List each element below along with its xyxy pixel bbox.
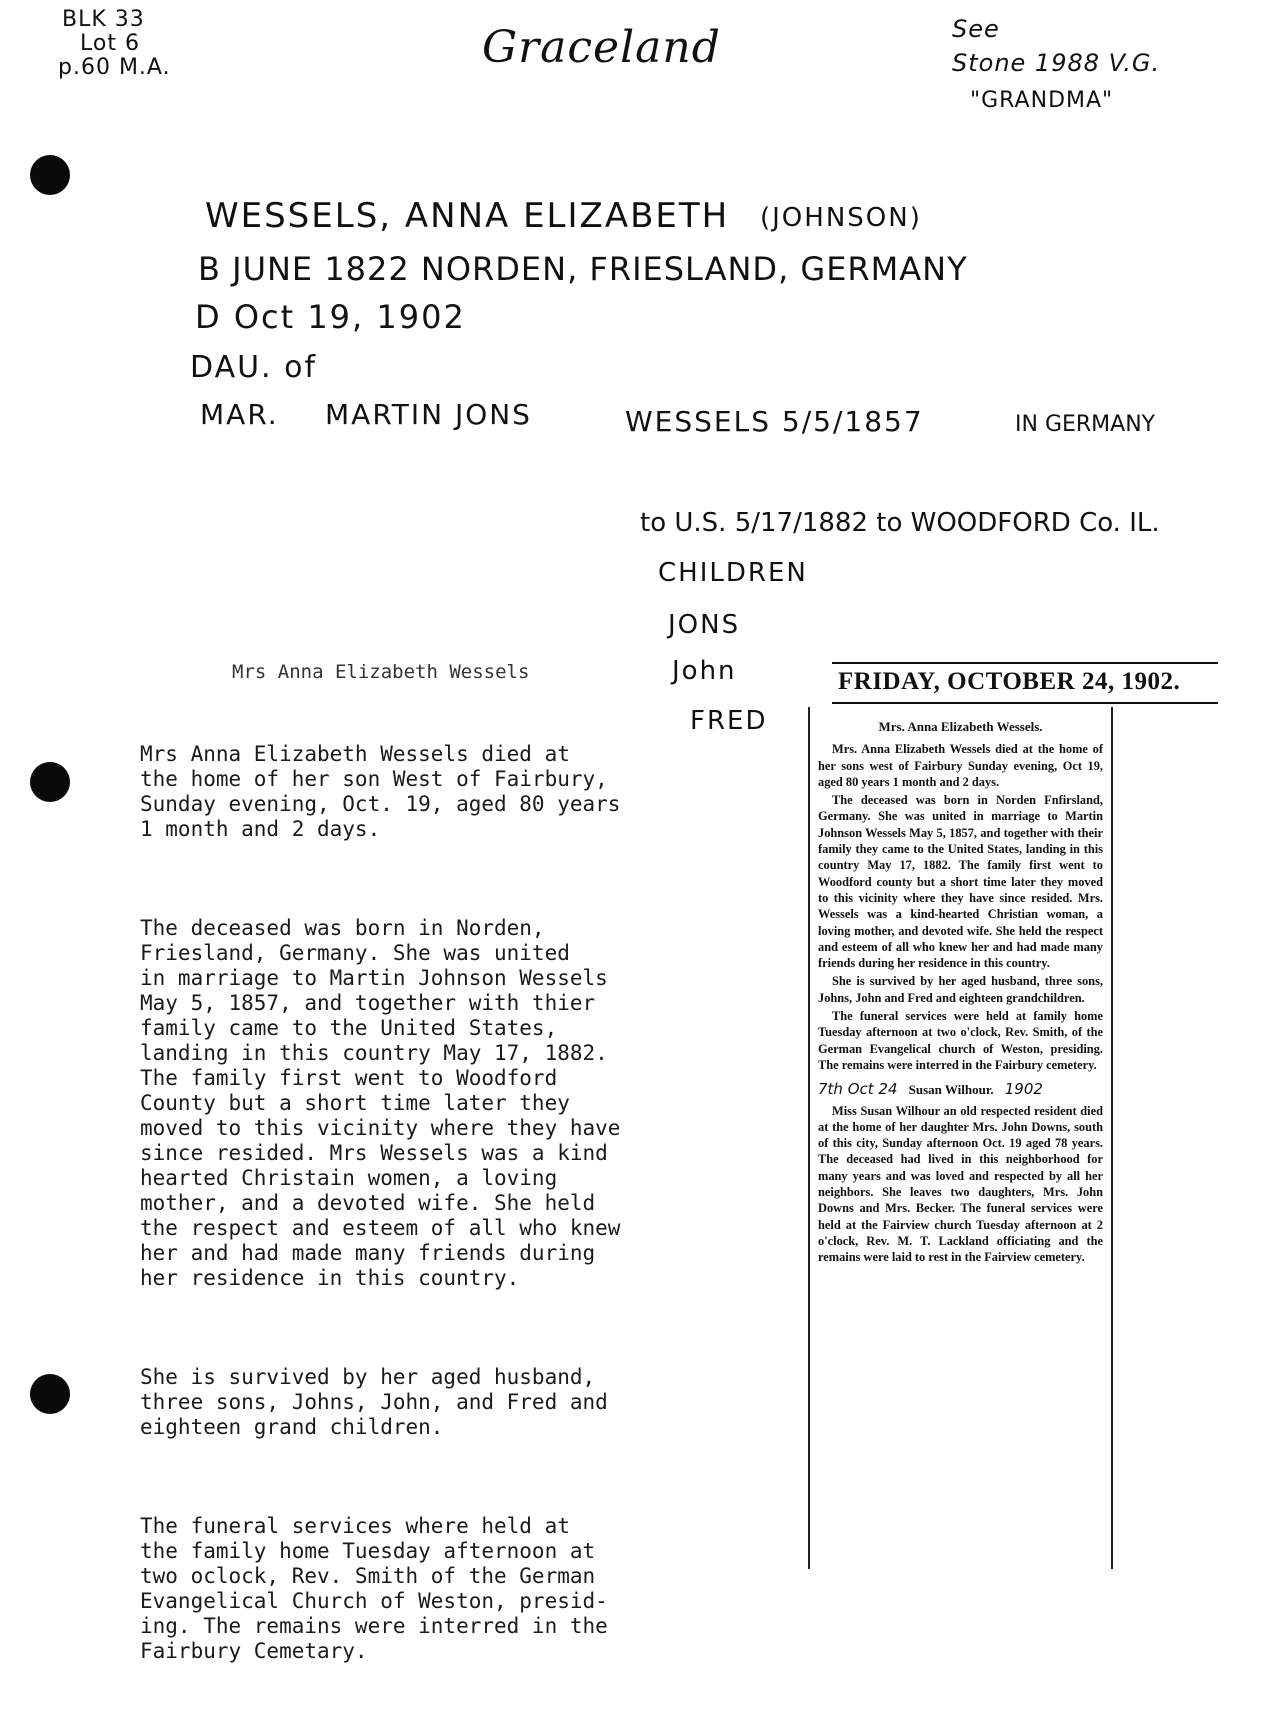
corner-note	[58, 8, 171, 80]
cemetery-heading: Graceland	[482, 22, 721, 73]
record-dau-of: DAU. of	[190, 350, 318, 385]
clipping-paragraph: Mrs. Anna Elizabeth Wessels died at the home of her sons west of Fairbury Sunday evening, Oct 19, aged 80 years 1 month and 2 days.	[818, 742, 1103, 789]
transcript-body	[140, 692, 700, 1713]
clipping-year-note: 1902	[1004, 1080, 1043, 1099]
clipping-paragraph: She is survived by her aged husband, three sons, Johns, John and Fred and eighteen grandchildren.	[818, 974, 1103, 1005]
clipping-paragraph: Miss Susan Wilhour an old respected resident died at the home of her daughter Mrs. John Downs, south of this city, Sunday afternoon Oct. 19 aged 78 years. The deceased had lived in this neighborhood for many years and was loved and respected by all her neighbors. She leaves two daughters, Mrs. John Downs and Mrs. Becker. The funeral services were held at the Fairview church Tuesday afternoon at 2 o'clock, Rev. M. T. Lackland officiating and the remains were laid to rest in the Fairview cemetery.	[818, 1103, 1103, 1265]
stone-note-line: "GRANDMA"	[970, 88, 1114, 113]
binder-hole	[30, 762, 70, 802]
transcript-paragraph: The deceased was born in Norden, Friesland, Germany. She was united in marriage to Martin Johnson Wessels May 5, 1857, and together with thier family came to the United States, landing in this country May 17, 1882. The family first went to Woodford County but a short time later they moved to this vicinity where they have since resided. Mrs Wessels was a kind hearted Christain women, a loving mother, and a devoted wife. She held the respect and esteem of all who knew her and had made many friends during her residence in this country.	[140, 916, 621, 1290]
record-child: John	[672, 656, 737, 686]
record-immigration: to U.S. 5/17/1882 to WOODFORD Co. IL.	[640, 508, 1160, 538]
transcript-title: Mrs Anna Elizabeth Wessels	[232, 661, 530, 683]
clipping-paragraph: The deceased was born in Norden Fnfirsland, Germany. She was united in marriage to Martin Johnson Wessels May 5, 1857, and together with their family they came to the United States, landing in this country May 17, 1882. The family first went to Woodford county but a short time later they moved to this vicinity where they have since resided. Mrs. Wessels was a kind-hearted Christian woman, a loving mother, and devoted wife. She held the respect and esteem of all who knew her and had made many friends during her residence in this country.	[818, 793, 1103, 971]
record-death: D Oct 19, 1902	[195, 298, 466, 336]
record-child: JONS	[668, 610, 741, 640]
clipping-title: Mrs. Anna Elizabeth Wessels.	[878, 719, 1043, 734]
binder-hole	[30, 1374, 70, 1414]
record-name: WESSELS, ANNA ELIZABETH	[205, 196, 730, 236]
record-mar-detail: WESSELS 5/5/1857	[625, 405, 924, 438]
clipping-title-2: Susan Wilhour.	[908, 1082, 994, 1098]
record-child: FRED	[690, 706, 768, 736]
clipping-paragraph: The funeral services were held at family home Tuesday afternoon at two o'clock, Rev. Smith, of the German Evangelical church of Weston, presiding. The remains were interred in the Fairbury cemetery.	[818, 1009, 1103, 1072]
transcript-paragraph: The funeral services where held at the family home Tuesday afternoon at two oclock, Rev. Smith of the German Evangelical Church of Weston, presid- ing. The remains were interred in the Fairbury Cemetary.	[140, 1514, 608, 1663]
corner-note-line: Lot 6	[80, 31, 140, 56]
record-children-label: CHILDREN	[658, 558, 808, 588]
stone-note-line: See	[952, 15, 1000, 43]
record-mar-place: IN GERMANY	[1015, 412, 1156, 437]
transcript-paragraph: Mrs Anna Elizabeth Wessels died at the home of her son West of Fairbury, Sunday evening, Oct. 19, aged 80 years 1 month and 2 days.	[140, 742, 621, 841]
transcript-paragraph: She is survived by her aged husband, three sons, Johns, John, and Fred and eighteen grand children.	[140, 1365, 608, 1439]
binder-hole	[30, 155, 70, 195]
clipping-dateline: FRIDAY, OCTOBER 24, 1902.	[832, 662, 1218, 704]
record-maiden: (JOHNSON)	[760, 203, 922, 233]
record-mar-label: MAR.	[200, 398, 279, 431]
record-mar-name: MARTIN JONS	[325, 398, 532, 431]
stone-note	[952, 12, 1160, 118]
clipping-second-heading	[818, 1081, 1103, 1098]
clipping-handwritten-note: 7th Oct 24	[818, 1080, 898, 1099]
corner-note-line: BLK 33	[62, 7, 145, 32]
corner-note-line: p.60 M.A.	[58, 55, 171, 80]
record-birth: B JUNE 1822 NORDEN, FRIESLAND, GERMANY	[198, 250, 968, 288]
stone-note-line: Stone 1988 V.G.	[952, 49, 1161, 77]
newspaper-clipping	[808, 707, 1113, 1569]
